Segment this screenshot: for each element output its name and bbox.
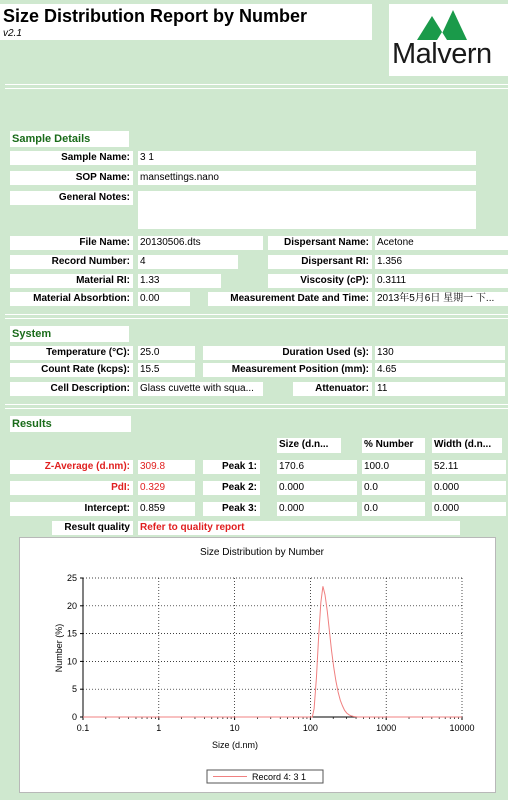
x-tick-label: 1 (156, 723, 162, 733)
logo-text: Malvern (392, 38, 492, 70)
record-number-label: Record Number: (10, 255, 133, 269)
peak-1-percent: 100.0 (362, 460, 425, 474)
peak-3-percent: 0.0 (362, 502, 425, 516)
peak-2-width: 0.000 (432, 481, 506, 495)
y-tick-label: 0 (71, 712, 77, 722)
y-tick-label: 25 (66, 573, 77, 583)
dispersant-name-value: Acetone (375, 236, 508, 250)
y-axis-label: Number (%) (54, 623, 64, 673)
logo (389, 4, 508, 76)
measurement-position-value: 4.65 (375, 363, 505, 377)
temperature-value: 25.0 (138, 346, 195, 360)
chart-legend (207, 770, 323, 783)
record-number-value: 4 (138, 255, 238, 269)
file-name-label: File Name: (10, 236, 133, 250)
z-average-label: Z-Average (d.nm): (10, 460, 133, 474)
size-distribution-chart (20, 538, 495, 792)
divider (5, 88, 508, 89)
cell-description-label: Cell Description: (10, 382, 133, 396)
x-tick-label: 10 (229, 723, 240, 733)
divider (5, 314, 508, 315)
report-title: Size Distribution Report by Number (3, 6, 308, 26)
material-absorbtion-value: 0.00 (138, 292, 190, 306)
dispersant-ri-value: 1.356 (375, 255, 508, 269)
dispersant-name-label: Dispersant Name: (268, 236, 372, 250)
count-rate-value: 15.5 (138, 363, 195, 377)
x-tick-label: 0.1 (76, 723, 90, 733)
results-title: Results (10, 416, 131, 432)
peak-1-width: 52.11 (432, 460, 506, 474)
attenuator-label: Attenuator: (293, 382, 372, 396)
peak-3-size: 0.000 (277, 502, 357, 516)
system-title: System (10, 326, 129, 342)
legend-label: Record 4: 3 1 (252, 772, 307, 782)
col-header-size: Size (d.n... (277, 438, 341, 453)
peak-3-width: 0.000 (432, 502, 506, 516)
x-axis-label: Size (d.nm) (211, 740, 259, 750)
intercept-value: 0.859 (138, 502, 195, 516)
peak-3-label: Peak 3: (203, 502, 260, 516)
peak-1-size: 170.6 (277, 460, 357, 474)
y-tick-label: 10 (66, 656, 77, 667)
measurement-datetime-label: Measurement Date and Time: (208, 292, 372, 306)
measurement-datetime-value: 2013年5月6日 星期一 下... (375, 292, 508, 306)
dispersant-ri-label: Dispersant RI: (268, 255, 372, 269)
y-tick-label: 20 (66, 600, 77, 611)
pdi-value: 0.329 (138, 481, 195, 495)
divider (5, 84, 508, 85)
sample-name-label: Sample Name: (10, 151, 133, 165)
material-absorbtion-label: Material Absorbtion: (10, 292, 133, 306)
sop-name-label: SOP Name: (10, 171, 133, 185)
result-quality-value: Refer to quality report (138, 521, 460, 535)
sop-name-value: mansettings.nano (138, 171, 476, 185)
file-name-value: 20130506.dts (138, 236, 263, 250)
x-tick-label: 10000 (449, 723, 475, 733)
peak-2-percent: 0.0 (362, 481, 425, 495)
z-average-value: 309.8 (138, 460, 195, 474)
duration-used-value: 130 (375, 346, 505, 360)
peak-2-size: 0.000 (277, 481, 357, 495)
material-ri-value: 1.33 (138, 274, 221, 288)
divider (5, 408, 508, 409)
x-tick-label: 100 (302, 723, 318, 733)
attenuator-value: 11 (375, 382, 505, 396)
divider (5, 318, 508, 319)
general-notes-label: General Notes: (10, 191, 133, 205)
general-notes-value (138, 191, 476, 229)
report-version: v2.1 (3, 28, 22, 39)
y-tick-label: 15 (66, 628, 77, 639)
duration-used-label: Duration Used (s): (203, 346, 372, 360)
pdi-label: PdI: (10, 481, 133, 495)
x-tick-label: 1000 (376, 723, 397, 733)
count-rate-label: Count Rate (kcps): (10, 363, 133, 377)
measurement-position-label: Measurement Position (mm): (203, 363, 372, 377)
peak-1-label: Peak 1: (203, 460, 260, 474)
temperature-label: Temperature (°C): (10, 346, 133, 360)
chart-panel (19, 537, 496, 793)
cell-description-value: Glass cuvette with squa... (138, 382, 263, 396)
intercept-label: Intercept: (10, 502, 133, 516)
peak-2-label: Peak 2: (203, 481, 260, 495)
chart-title: Size Distribution by Number (200, 547, 324, 558)
viscosity-label: Viscosity (cP): (268, 274, 372, 288)
viscosity-value: 0.3111 (375, 274, 508, 288)
sample-name-value: 3 1 (138, 151, 476, 165)
version-box (0, 28, 372, 40)
col-header-width: Width (d.n... (432, 438, 502, 453)
sample-details-title: Sample Details (10, 131, 129, 147)
col-header-percent: % Number (362, 438, 425, 453)
material-ri-label: Material RI: (10, 274, 133, 288)
y-tick-label: 5 (71, 684, 77, 695)
result-quality-label: Result quality (52, 521, 133, 535)
divider (5, 404, 508, 405)
